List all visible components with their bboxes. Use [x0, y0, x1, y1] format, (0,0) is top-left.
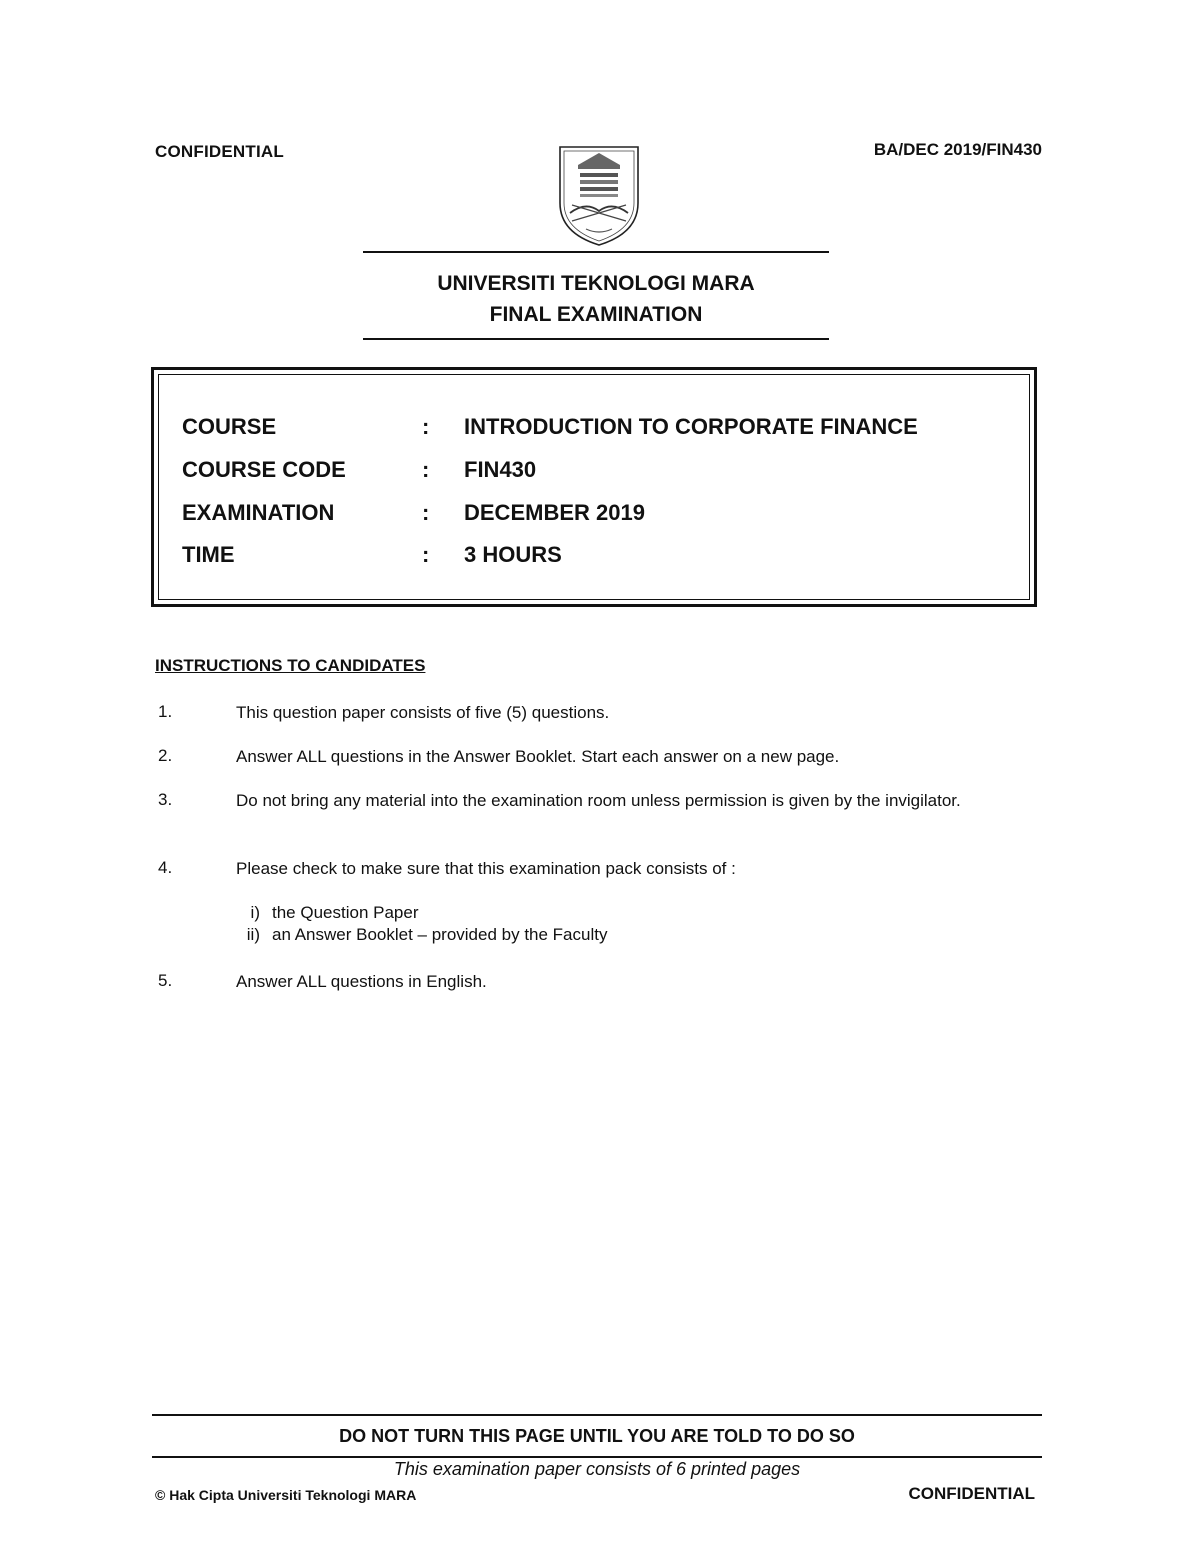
detail-separator: : [422, 414, 430, 439]
instruction-text: Answer ALL questions in English. [236, 972, 487, 991]
footer-rule-bottom [152, 1456, 1042, 1458]
do-not-turn-warning: DO NOT TURN THIS PAGE UNTIL YOU ARE TOLD TO DO SO [339, 1426, 855, 1446]
university-title [363, 268, 829, 330]
detail-label: COURSE [182, 414, 277, 439]
course-details-box [151, 367, 1037, 607]
instruction-text: Answer ALL questions in the Answer Booklet. Start each answer on a new page. [236, 747, 840, 766]
university-crest-icon [556, 143, 642, 247]
instruction-number: 1. [158, 702, 173, 721]
detail-label: COURSE CODE [182, 457, 346, 482]
pack-item-number: i) [250, 903, 260, 922]
title-rule-top [363, 251, 829, 253]
pack-item-number: ii) [246, 925, 260, 944]
detail-label: TIME [182, 542, 235, 567]
pack-item-text: an Answer Booklet – provided by the Faculty [272, 925, 608, 944]
detail-value: DECEMBER 2019 [464, 500, 645, 525]
title-rule-bottom [363, 338, 829, 340]
footer-rule-top [152, 1414, 1042, 1416]
instruction-number: 3. [158, 790, 173, 809]
detail-separator: : [422, 457, 430, 482]
university-name: UNIVERSITI TEKNOLOGI MARA [437, 272, 755, 295]
instruction-number: 5. [158, 971, 173, 990]
detail-value: 3 HOURS [464, 542, 562, 567]
instruction-number: 4. [158, 858, 173, 877]
detail-value: FIN430 [464, 457, 537, 482]
instruction-text: This question paper consists of five (5) questions. [236, 703, 610, 722]
paper-code: BA/DEC 2019/FIN430 [873, 140, 1042, 159]
detail-value: INTRODUCTION TO CORPORATE FINANCE [464, 414, 918, 439]
exam-title: FINAL EXAMINATION [489, 303, 703, 326]
printed-pages-note: This examination paper consists of 6 printed pages [393, 1459, 801, 1479]
instruction-text: Please check to make sure that this examination pack consists of : [236, 859, 736, 878]
pack-item-text: the Question Paper [272, 903, 419, 922]
detail-separator: : [422, 500, 430, 525]
detail-label: EXAMINATION [182, 500, 335, 525]
confidential-header: CONFIDENTIAL [155, 142, 284, 161]
confidential-footer: CONFIDENTIAL [908, 1484, 1035, 1503]
copyright-notice: © Hak Cipta Universiti Teknologi MARA [155, 1487, 417, 1503]
detail-separator: : [422, 542, 430, 567]
instruction-text: Do not bring any material into the examination room unless permission is given by the invigilator. [236, 791, 961, 810]
instruction-number: 2. [158, 746, 173, 765]
instructions-title: INSTRUCTIONS TO CANDIDATES [155, 656, 426, 675]
